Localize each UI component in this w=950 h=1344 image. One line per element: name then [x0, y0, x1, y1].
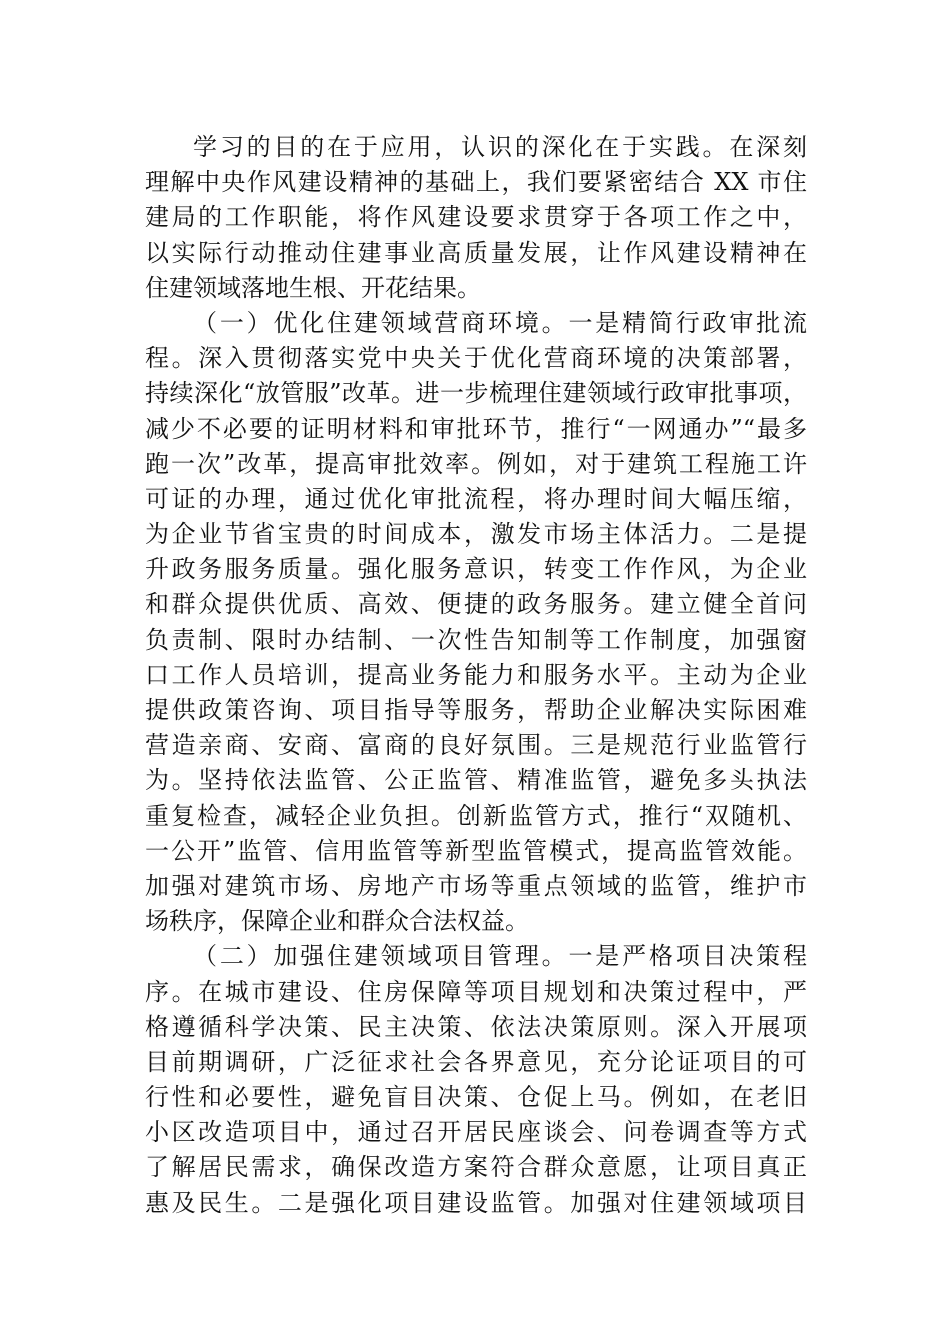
paragraph-3-line: 目前期调研，广泛征求社会各界意见，充分论证项目的可 — [145, 1047, 807, 1076]
paragraph-2-line: 为企业节省宝贵的时间成本，激发市场主体活力。二是提 — [145, 520, 807, 549]
paragraph-2-line: 持续深化“放管服”改革。进一步梳理住建领域行政审批事项， — [145, 379, 807, 408]
paragraph-2-line: 营造亲商、安商、富商的良好氛围。三是规范行业监管行 — [145, 731, 807, 760]
paragraph-1-line: 学习的目的在于应用，认识的深化在于实践。在深刻 — [193, 133, 807, 161]
paragraph-2-line: 口工作人员培训，提高业务能力和服务水平。主动为企业 — [145, 660, 807, 689]
paragraph-3-line: 格遵循科学决策、民主决策、依法决策原则。深入开展项 — [145, 1012, 807, 1041]
paragraph-3-line: 序。在城市建设、住房保障等项目规划和决策过程中，严 — [145, 977, 807, 1006]
paragraph-1-line: 建局的工作职能，将作风建设要求贯穿于各项工作之中， — [145, 203, 807, 232]
paragraph-2-line: 程。深入贯彻落实党中央关于优化营商环境的决策部署， — [145, 344, 807, 373]
paragraph-2-line: 跑一次”改革，提高审批效率。例如，对于建筑工程施工许 — [145, 449, 807, 478]
paragraph-2-line: 提供政策咨询、项目指导等服务，帮助企业解决实际困难 — [145, 696, 807, 724]
body-text — [145, 130, 807, 1221]
paragraph-2-line: （一）优化住建领域营商环境。一是精简行政审批流 — [193, 308, 807, 337]
paragraph-2-line: 一公开”监管、信用监管等新型监管模式，提高监管效能。 — [145, 836, 807, 865]
paragraph-2-line: 可证的办理，通过优化审批流程，将办理时间大幅压缩， — [145, 484, 807, 513]
paragraph-2-line: 和群众提供优质、高效、便捷的政务服务。建立健全首问 — [145, 590, 807, 619]
paragraph-3-line: 行性和必要性，避免盲目决策、仓促上马。例如，在老旧 — [145, 1083, 807, 1112]
paragraph-1-line: 住建领域落地生根、开花结果。 — [145, 273, 481, 302]
paragraph-1-line: 以实际行动推动住建事业高质量发展，让作风建设精神在 — [145, 238, 807, 267]
paragraph-2-line: 加强对建筑市场、房地产市场等重点领域的监管，维护市 — [145, 871, 807, 900]
paragraph-2-line: 为。坚持依法监管、公正监管、精准监管，避免多头执法 — [145, 766, 807, 795]
paragraph-3-line: 惠及民生。二是强化项目建设监管。加强对住建领域项目 — [145, 1188, 807, 1217]
paragraph-2-line: 重复检查，减轻企业负担。创新监管方式，推行“双随机、 — [145, 801, 807, 830]
paragraph-1-line: 理解中央作风建设精神的基础上，我们要紧密结合 XX 市住 — [145, 168, 807, 197]
paragraph-3-line: 了解居民需求，确保改造方案符合群众意愿，让项目真正 — [145, 1153, 807, 1182]
paragraph-2-line: 场秩序，保障企业和群众合法权益。 — [145, 907, 529, 936]
paragraph-2-line: 负责制、限时办结制、一次性告知制等工作制度，加强窗 — [145, 625, 807, 654]
paragraph-2-line: 升政务服务质量。强化服务意识，转变工作作风，为企业 — [145, 555, 807, 584]
paragraph-3-line: 小区改造项目中，通过召开居民座谈会、问卷调查等方式 — [145, 1118, 807, 1147]
paragraph-2-line: 减少不必要的证明材料和审批环节，推行“一网通办”“最多 — [145, 414, 807, 443]
paragraph-3-line: （二）加强住建领域项目管理。一是严格项目决策程 — [193, 942, 807, 971]
